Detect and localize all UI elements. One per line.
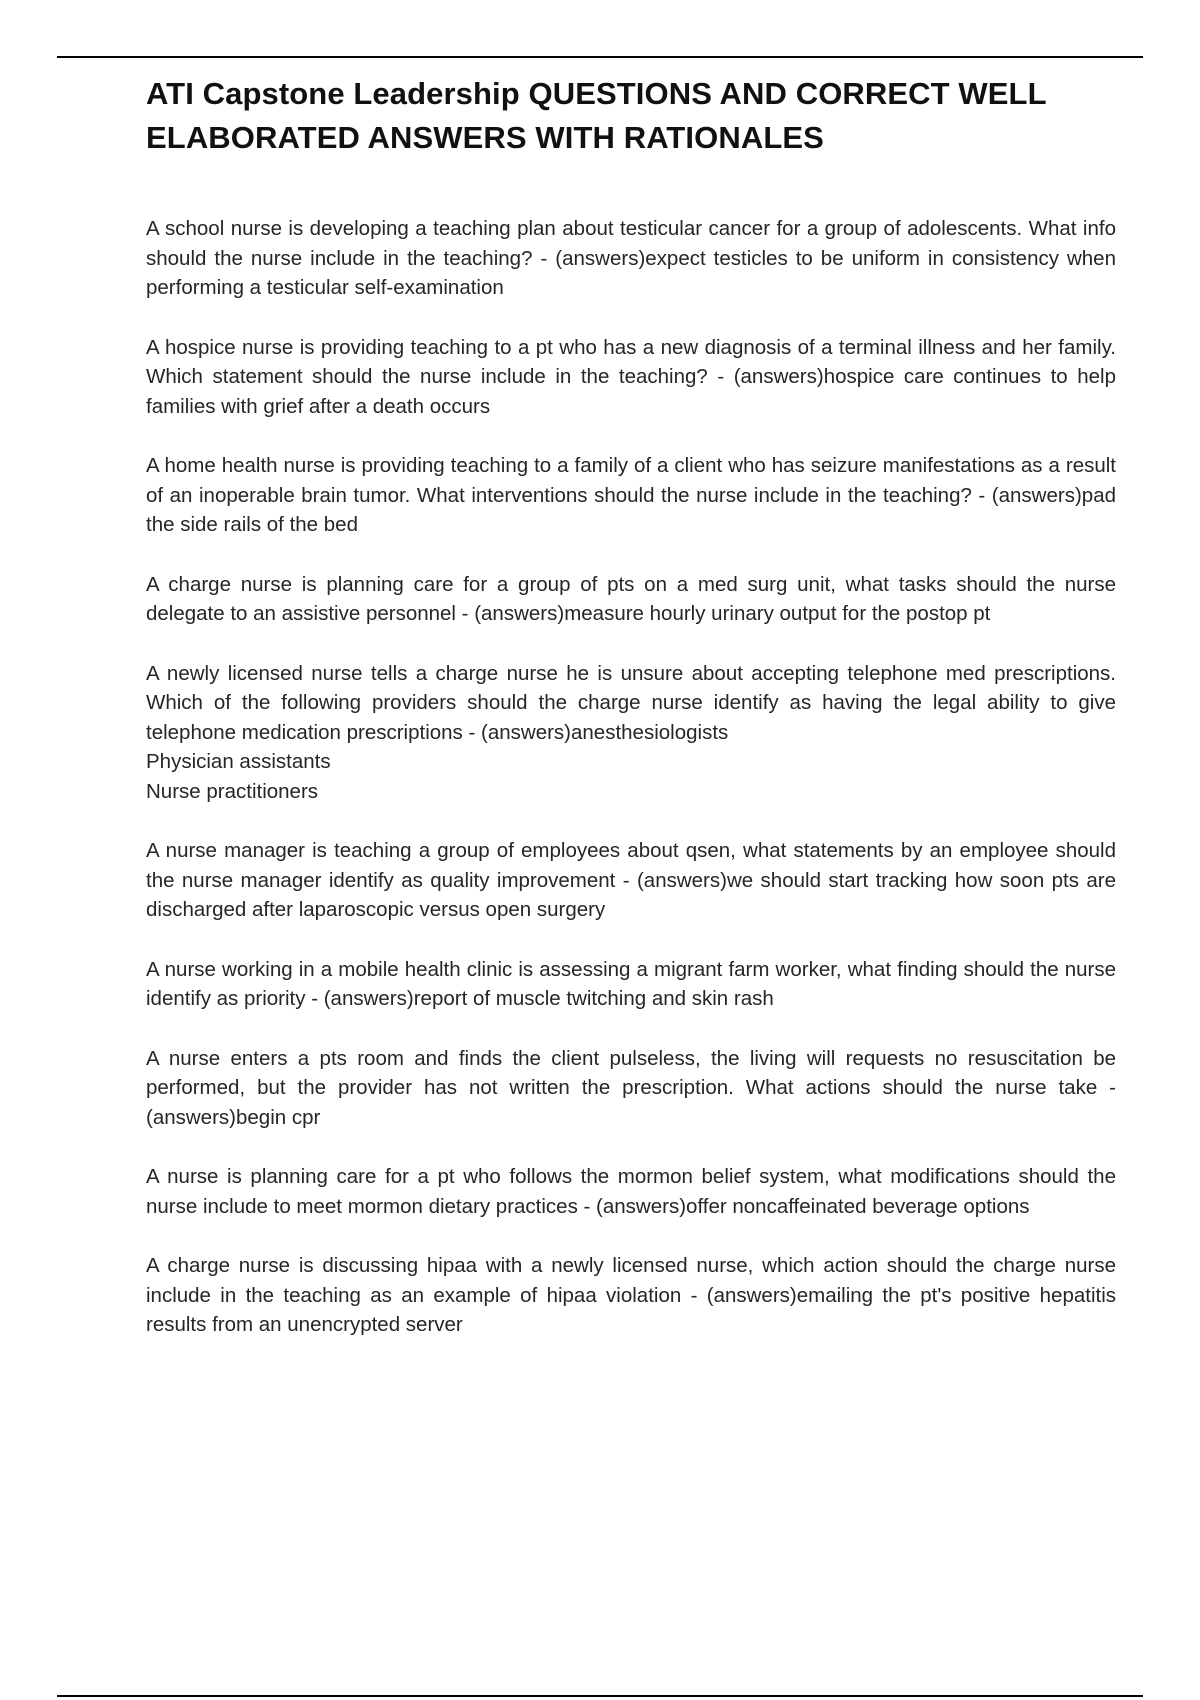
- qa-text: A nurse is planning care for a pt who follows the mormon belief system, what modifications should the nurse include to meet mormon dietary practices - (answers)offer noncaffeinated beverage options: [146, 1165, 1116, 1218]
- qa-text: A nurse working in a mobile health clinic is assessing a migrant farm worker, what finding should the nurse identify as priority - (answers)report of muscle twitching and skin rash: [146, 957, 1116, 1010]
- qa-list: [146, 214, 1116, 1340]
- document-body: [146, 72, 1116, 1370]
- qa-item: [146, 333, 1116, 422]
- qa-text: A home health nurse is providing teaching to a family of a client who has seizure manifestations as a result of an inoperable brain tumor. What interventions should the nurse include in the teaching? - (answers)pad the side rails of the bed: [146, 454, 1116, 536]
- qa-text: A newly licensed nurse tells a charge nurse he is unsure about accepting telephone med prescriptions. Which of the following providers should the charge nurse identify as having the legal ability to give telephone medication prescriptions - (answers)anesthesiologists: [146, 661, 1116, 744]
- qa-item: [146, 451, 1116, 540]
- qa-extra-line: Physician assistants: [146, 750, 331, 773]
- qa-item: [146, 836, 1116, 925]
- qa-item: [146, 1162, 1116, 1221]
- qa-item: [146, 1044, 1116, 1133]
- qa-text: A school nurse is developing a teaching plan about testicular cancer for a group of adolescents. What info should the nurse include in the teaching? - (answers)expect testicles to be uniform in consistency when performing a testicular self-examination: [146, 217, 1116, 299]
- qa-item: [146, 1251, 1116, 1340]
- qa-text: A charge nurse is planning care for a group of pts on a med surg unit, what tasks should the nurse delegate to an assistive personnel - (answers)measure hourly urinary output for the postop pt: [146, 572, 1116, 625]
- qa-extra-line: Nurse practitioners: [146, 779, 319, 803]
- qa-item: [146, 955, 1116, 1014]
- footer-divider: [57, 1695, 1143, 1697]
- qa-item: [146, 214, 1116, 303]
- qa-text: A charge nurse is discussing hipaa with a newly licensed nurse, which action should the charge nurse include in the teaching as an example of hipaa violation - (answers)emailing the pt's positive hepatitis results from an unencrypted server: [146, 1254, 1116, 1336]
- header-divider: [57, 56, 1143, 58]
- qa-item: [146, 570, 1116, 629]
- qa-text: A nurse manager is teaching a group of employees about qsen, what statements by an employee should the nurse manager identify as quality improvement - (answers)we should start tracking how soon pts are discharged after laparoscopic versus open surgery: [146, 839, 1116, 921]
- qa-item: [146, 659, 1116, 807]
- qa-text: A nurse enters a pts room and finds the client pulseless, the living will requests no resuscitation be performed, but the provider has not written the prescription. What actions should the nurse take - (answers)begin cpr: [146, 1046, 1116, 1129]
- qa-text: A hospice nurse is providing teaching to a pt who has a new diagnosis of a terminal illness and her family. Which statement should the nurse include in the teaching? - (answers)hospice care continues to help families with grief after a death occurs: [146, 335, 1116, 418]
- document-title: ATI Capstone Leadership QUESTIONS AND CORRECT WELL ELABORATED ANSWERS WITH RATIONALES: [146, 76, 1047, 155]
